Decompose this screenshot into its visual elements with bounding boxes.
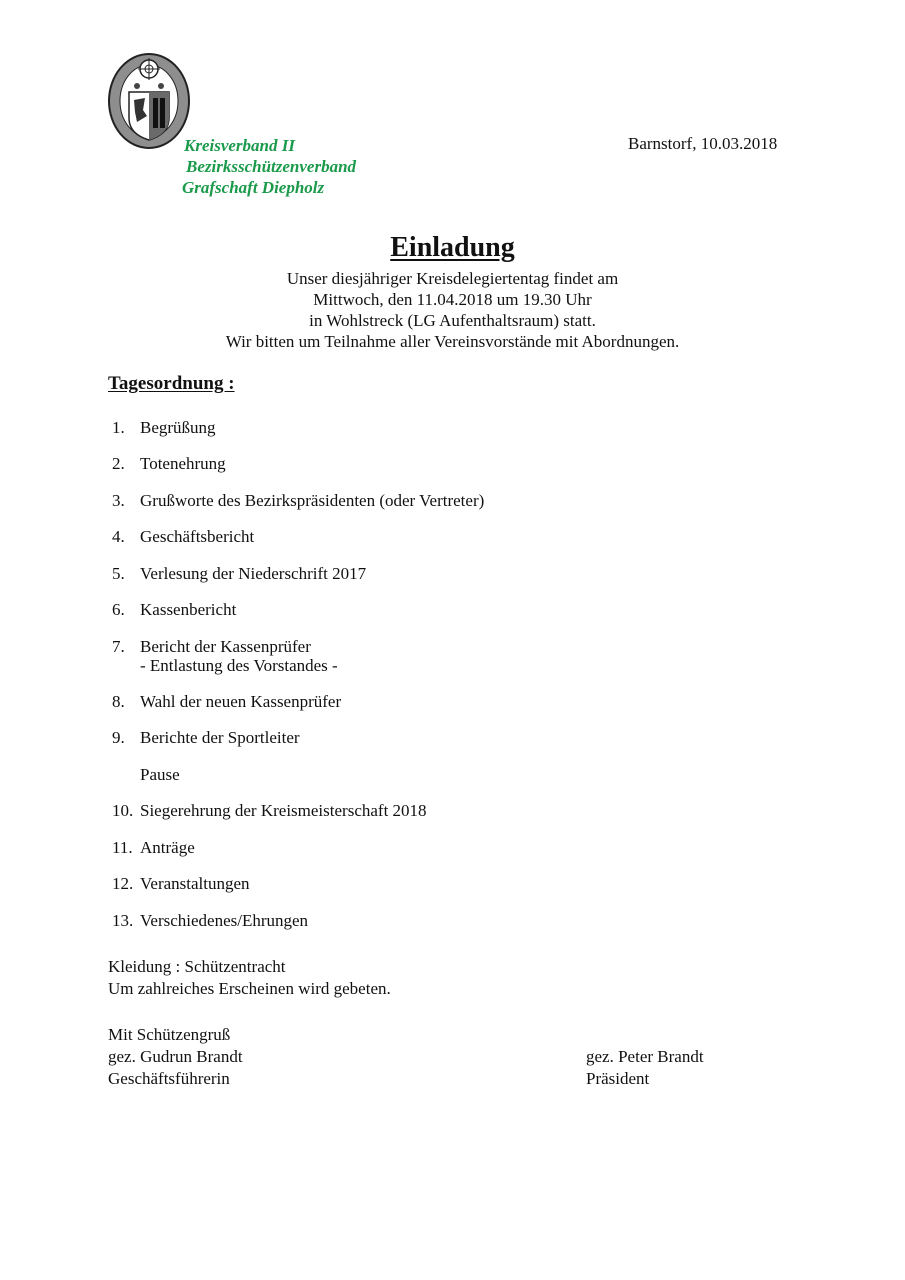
- invitation-text: [0, 268, 905, 352]
- item-text: Veranstaltungen: [140, 874, 250, 893]
- org-line-1: Kreisverband II: [184, 136, 295, 155]
- org-line-3: Grafschaft Diepholz: [182, 178, 325, 197]
- item-number: 1.: [112, 418, 125, 437]
- item-text: Begrüßung: [140, 418, 216, 437]
- item-number: 7.: [112, 637, 125, 656]
- invitation-title: Einladung: [390, 232, 515, 263]
- signer-left-name: gez. Gudrun Brandt: [108, 1047, 243, 1066]
- signer-left-role: Geschäftsführerin: [108, 1069, 230, 1088]
- greeting: Mit Schützengruß: [108, 1025, 231, 1044]
- place-date: Barnstorf, 10.03.2018: [628, 134, 778, 153]
- item-text: Anträge: [140, 838, 195, 857]
- agenda-item: [112, 454, 226, 474]
- agenda-title: Tagesordnung :: [108, 373, 235, 394]
- agenda-item: [112, 637, 338, 675]
- item-text: Kassenbericht: [140, 600, 237, 619]
- item-number: 6.: [112, 600, 125, 619]
- item-text: Bericht der Kassenprüfer: [140, 637, 311, 656]
- agenda-item: [112, 527, 254, 547]
- item-text: Grußworte des Bezirkspräsidenten (oder Vertreter): [140, 491, 485, 510]
- agenda-item: [112, 911, 308, 931]
- agenda-item: [112, 728, 300, 748]
- item-number: 10.: [112, 801, 134, 820]
- intro-line: Unser diesjähriger Kreisdelegiertentag findet am: [286, 269, 619, 288]
- agenda-item: [112, 564, 366, 584]
- item-number: 12.: [112, 874, 134, 893]
- item-number: 4.: [112, 527, 125, 546]
- agenda-item: [112, 418, 216, 438]
- item-text: Verschiedenes/Ehrungen: [140, 911, 309, 930]
- intro-line: in Wohlstreck (LG Aufenthaltsraum) statt.: [309, 311, 596, 330]
- item-text: Berichte der Sportleiter: [140, 728, 300, 747]
- item-number: 13.: [112, 911, 134, 930]
- agenda-item: [112, 491, 484, 511]
- signer-right-name: gez. Peter Brandt: [586, 1047, 704, 1066]
- agenda-item: [112, 874, 250, 894]
- agenda-item: [112, 600, 236, 620]
- dress-code: Kleidung : Schützentracht: [108, 957, 286, 976]
- item-subtext: - Entlastung des Vorstandes -: [140, 656, 338, 675]
- agenda-item: [112, 838, 195, 858]
- item-text: Siegerehrung der Kreismeisterschaft 2018: [140, 801, 427, 820]
- item-number: 2.: [112, 454, 125, 473]
- item-number: 5.: [112, 564, 125, 583]
- item-text: Geschäftsbericht: [140, 527, 255, 546]
- org-line-2: Bezirksschützenverband: [186, 157, 357, 176]
- item-number: 8.: [112, 692, 125, 711]
- item-number: 9.: [112, 728, 125, 747]
- agenda-item: [112, 692, 341, 712]
- signer-right-role: Präsident: [586, 1069, 650, 1088]
- item-text: Totenehrung: [140, 454, 226, 473]
- attendance-request: Um zahlreiches Erscheinen wird gebeten.: [108, 979, 391, 998]
- club-emblem-icon: [107, 52, 191, 150]
- item-number: 3.: [112, 491, 125, 510]
- intro-line: Wir bitten um Teilnahme aller Vereinsvorstände mit Abordnungen.: [225, 332, 680, 351]
- item-text: Wahl der neuen Kassenprüfer: [140, 692, 342, 711]
- item-text: Pause: [140, 765, 180, 784]
- intro-line: Mittwoch, den 11.04.2018 um 19.30 Uhr: [313, 290, 592, 309]
- agenda-item: [112, 801, 427, 821]
- item-number: 11.: [112, 838, 133, 857]
- item-text: Verlesung der Niederschrift 2017: [140, 564, 367, 583]
- agenda-item-pause: [112, 765, 180, 785]
